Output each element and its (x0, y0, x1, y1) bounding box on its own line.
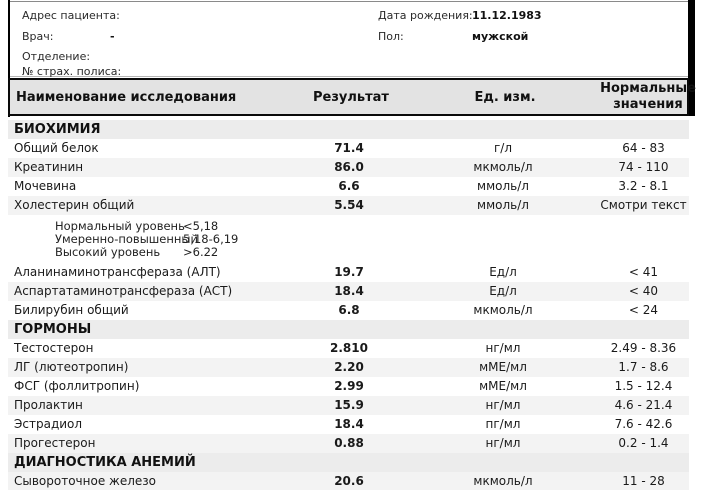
test-name-cell: Билирубин общий (14, 303, 129, 317)
normal-values-cell: Смотри текст (600, 198, 687, 212)
normal-values-cell: 74 - 110 (618, 160, 669, 174)
section-header: ДИАГНОСТИКА АНЕМИЙ (8, 453, 689, 472)
unit-cell: г/л (493, 141, 513, 155)
test-name-cell: Аланинаминотрансфераза (АЛТ) (14, 265, 221, 279)
table-row (8, 434, 689, 453)
result-cell: 20.6 (334, 474, 364, 488)
unit-cell: нг/мл (485, 398, 521, 412)
test-name-cell: ФСГ (фоллитропин) (14, 379, 140, 393)
birth-date-value: 11.12.1983 (472, 9, 542, 22)
sex-value: мужской (472, 30, 529, 43)
result-cell: 5.54 (334, 198, 364, 212)
cholesterol-note-block (8, 215, 689, 263)
result-cell: 6.8 (338, 303, 360, 317)
column-header-normal-values: Нормальные значения (600, 81, 696, 112)
doctor-label: Врач: (22, 30, 54, 43)
normal-values-cell: 2.49 - 8.36 (610, 341, 677, 355)
note-label: Высокий уровень (55, 245, 161, 259)
result-cell: 71.4 (334, 141, 364, 155)
table-row (8, 415, 689, 434)
unit-cell: мкмоль/л (473, 303, 533, 317)
unit-cell: ммоль/л (477, 179, 529, 193)
test-name-cell: Прогестерон (14, 436, 96, 450)
result-cell: 2.810 (330, 341, 368, 355)
note-label: Нормальный уровень (55, 219, 185, 233)
test-name-cell: Креатинин (14, 160, 84, 174)
section-header: ГОРМОНЫ (8, 320, 689, 339)
table-row (8, 196, 689, 215)
table-row (8, 358, 689, 377)
unit-cell: мМЕ/мл (479, 379, 527, 393)
test-name-cell: Холестерин общий (14, 198, 135, 212)
table-row (8, 301, 689, 320)
patient-address-label: Адрес пациента: (22, 9, 120, 22)
unit-cell: мкмоль/л (473, 160, 533, 174)
table-row (8, 263, 689, 282)
table-row (8, 339, 689, 358)
sex-label: Пол: (378, 30, 404, 43)
normal-values-cell: 1.5 - 12.4 (614, 379, 673, 393)
column-header-unit: Ед. изм. (474, 89, 536, 105)
table-row (8, 396, 689, 415)
unit-cell: Ед/л (489, 284, 517, 298)
note-label: Умеренно-повышенный (55, 232, 198, 246)
result-cell: 0.88 (334, 436, 364, 450)
table-row (8, 377, 689, 396)
result-cell: 6.6 (338, 179, 360, 193)
column-header-test-name: Наименование исследования (16, 89, 237, 105)
normal-values-cell: < 40 (628, 284, 659, 298)
test-name-cell: Тестостерон (14, 341, 94, 355)
result-cell: 2.99 (334, 379, 364, 393)
insurance-number-label: № страх. полиса: (22, 65, 122, 78)
result-cell: 19.7 (334, 265, 364, 279)
result-cell: 15.9 (334, 398, 364, 412)
result-cell: 86.0 (334, 160, 364, 174)
test-name-cell: ЛГ (лютеотропин) (14, 360, 129, 374)
column-header-result: Результат (313, 89, 389, 105)
note-value: >6.22 (183, 245, 219, 259)
unit-cell: нг/мл (485, 341, 521, 355)
result-cell: 18.4 (334, 417, 364, 431)
patient-info-box (10, 1, 688, 77)
unit-cell: пг/мл (485, 417, 521, 431)
unit-cell: мкмоль/л (473, 474, 533, 488)
table-row (8, 139, 689, 158)
table-header-row (8, 78, 696, 116)
note-value: 5,18-6,19 (183, 232, 239, 246)
normal-values-cell: 11 - 28 (622, 474, 665, 488)
normal-values-cell: 1.7 - 8.6 (618, 360, 669, 374)
normal-values-cell: 3.2 - 8.1 (618, 179, 669, 193)
normal-values-cell: 7.6 - 42.6 (614, 417, 673, 431)
birth-date-label: Дата рождения: (378, 9, 473, 22)
unit-cell: мМЕ/мл (479, 360, 527, 374)
normal-values-cell: 0.2 - 1.4 (618, 436, 669, 450)
normal-values-cell: < 24 (628, 303, 659, 317)
normal-values-cell: 64 - 83 (622, 141, 665, 155)
normal-values-cell: < 41 (628, 265, 659, 279)
test-name-cell: Аспартатаминотрансфераза (АСТ) (14, 284, 233, 298)
unit-cell: Ед/л (489, 265, 517, 279)
department-label: Отделение: (22, 50, 91, 63)
doctor-value: - (110, 30, 115, 43)
test-name-cell: Эстрадиол (14, 417, 83, 431)
table-row (8, 282, 689, 301)
result-cell: 2.20 (334, 360, 364, 374)
normal-values-cell: 4.6 - 21.4 (614, 398, 673, 412)
test-name-cell: Мочевина (14, 179, 77, 193)
note-line (55, 246, 689, 259)
unit-cell: нг/мл (485, 436, 521, 450)
results-table-body (8, 120, 689, 490)
unit-cell: ммоль/л (477, 198, 529, 212)
test-name-cell: Сывороточное железо (14, 474, 157, 488)
section-header: БИОХИМИЯ (8, 120, 689, 139)
result-cell: 18.4 (334, 284, 364, 298)
table-row (8, 177, 689, 196)
table-row (8, 158, 689, 177)
table-row (8, 472, 689, 490)
test-name-cell: Пролактин (14, 398, 83, 412)
test-name-cell: Общий белок (14, 141, 99, 155)
note-value: <5,18 (183, 219, 219, 233)
